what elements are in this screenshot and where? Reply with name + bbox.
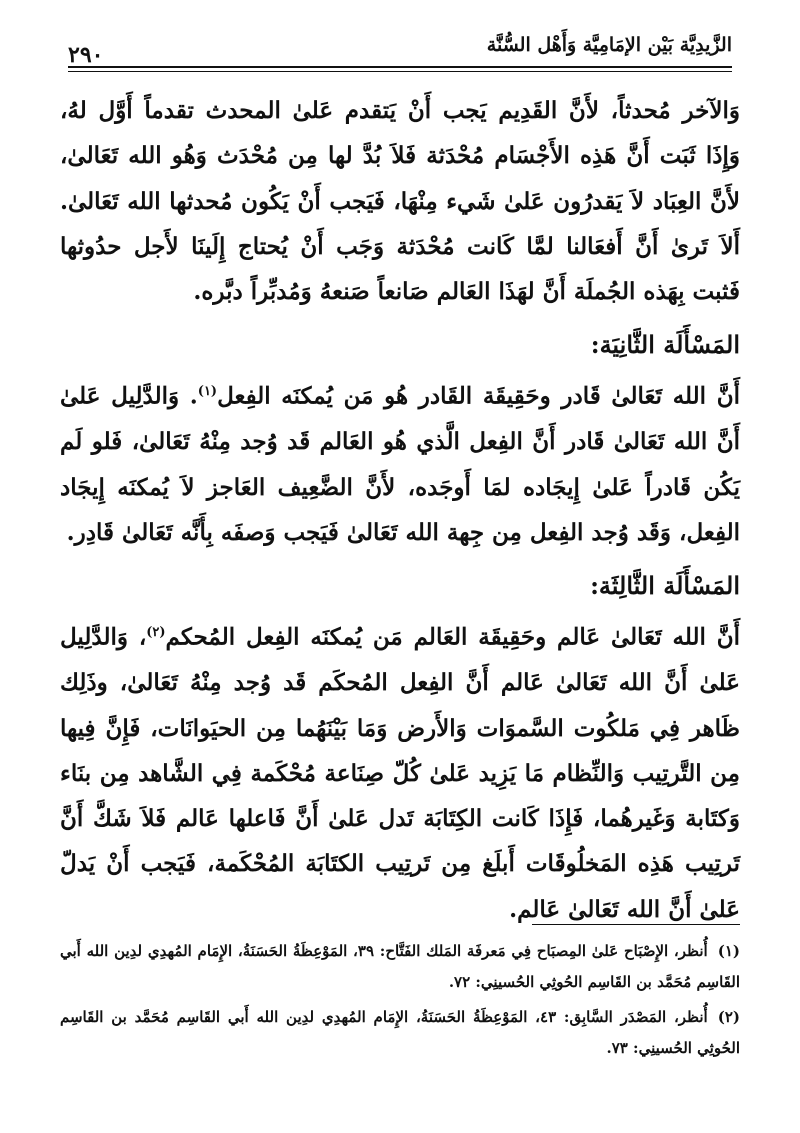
footnote-number: (١) — [717, 942, 740, 960]
footnote-ref-2[interactable]: (٢) — [146, 625, 166, 641]
page-number: ٢٩٠ — [68, 42, 104, 68]
footnote-text: أُنظر، المَصْدَر السَّابِق: ٤٣، المَوْعِظَةُ الحَسَنَةُ، الإِمَام المُهدِي لدِين الله أَبي القَاسِم مُحَمَّد بن القَاسِم الحُوثِي الحُسينِي: ٧٣. — [60, 1008, 740, 1057]
header-rule — [68, 66, 732, 68]
footnote-text: أُنظر، الإِصْبَاح عَلىٰ المِصبَاح فِي مَعرفَة المَلك الفَتَّاح: ٣٩، المَوْعِظَةُ الحَسَنَةُ، الإِمَام المُهدِي لدِين الله أَبي القَاسِم مُحَمَّد بن القَاسِم الحُوثِي الحُسينِي: ٧٢. — [60, 942, 740, 991]
footnote-number: (٢) — [717, 1008, 740, 1026]
paragraph-2-start: أَنَّ الله تَعَالىٰ قَادر وحَقِيقَة القَادر هُو مَن يُمكنَه الفِعل — [217, 383, 740, 411]
paragraph-2-rest: . وَالدَّلِيل عَلىٰ أَنَّ الله تَعَالىٰ قَادر أَنَّ الفِعل الَّذي هُو العَالم قَد وُجد مِنْهُ تَعَالىٰ، فَلو لَم يَكُن قَادراً عَلىٰ إِيجَاده لمَا أَوجَده، لأَنَّ الضَّعِيف العَاجز لاَ يُمكنَه إِيجَاد الفِعل، وَقَد وُجد الفِعل مِن جِهة الله تَعَالىٰ فَيَجب وَصفَه بِأَنَّه تَعَالىٰ قَادِر. — [60, 383, 740, 547]
footnote-1 — [60, 936, 740, 998]
section-heading-3: المَسْأَلَة الثَّالِثَة: — [590, 571, 740, 601]
paragraph-2 — [60, 369, 740, 555]
header-rule-thin — [68, 71, 732, 72]
paragraph-3 — [60, 610, 740, 932]
footnote-ref-1[interactable]: (١) — [197, 384, 218, 400]
footnote-2 — [60, 1002, 740, 1064]
paragraph-1: وَالآخر مُحدثاً، لأَنَّ القَدِيم يَجب أَنْ يَتقدم عَلىٰ المحدث تقدماً أَوَّل لهُ، وَإِذَا ثَبَت أَنَّ هَذِه الأَجْسَام مُحْدَثة فَلاَ بُدَّ لها مِن مُحْدَث وَهُو الله تَعَالىٰ، لأَنَّ العِبَاد لاَ يَقدرُون عَلىٰ شَيء مِنْهَا، فَيَجب أَنْ يَكُون مُحدثها الله تَعَالىٰ. أَلاَ تَرىٰ أَنَّ أَفعَالنا لمَّا كَانت مُحْدَثة وَجَب أَنْ يُحتاج إِلَينَا لأَجل حدُوثها فَثبت بِهَذه الجُملَة أَنَّ لهَذَا العَالم صَانعاً صَنعهُ وَمُدبِّراً دبَّره. — [60, 97, 740, 306]
main-text — [60, 88, 740, 932]
footnotes — [60, 936, 740, 1068]
running-title: الزَّيدِيَّة بَيْن الإمَامِيَّة وَأَهْل السُّنَّة — [486, 34, 732, 56]
page-header — [68, 30, 732, 70]
footnote-separator — [532, 924, 740, 925]
paragraph-3-start: أَنَّ الله تَعَالىٰ عَالم وحَقِيقَة العَالم مَن يُمكنَه الفِعل المُحكم — [165, 623, 741, 651]
paragraph-3-rest: ، وَالدَّلِيل عَلىٰ أَنَّ الله تَعَالىٰ عَالم أَنَّ الفِعل المُحكَم قَد وُجد مِنْهُ تَعَالىٰ، وذَلِك ظَاهر فِي مَلكُوت السَّموَات وَالأَرض وَمَا بَيْنَهُما مِن الحيَوانَات، فَإِنَّ فِيها مِن التَّرتِيب وَالنِّظام مَا يَزِيد عَلىٰ كُلّ صِنَاعة مُحْكَمة فِي الشَّاهد مِن بنَاء وَكتَابة وَغَيرهُما، فَإِذَا كَانت الكِتَابَة تَدل عَلىٰ أَنَّ فَاعلها عَالم فَلاَ شَكَّ أَنَّ تَرتِيب هَذِه المَخلُوقَات أَبلَغ مِن تَرتِيب الكتَابَة المُحْكَمة، فَيَجب أَنْ يَدلّ عَلىٰ أَنَّ الله تَعَالىٰ عَالم. — [60, 623, 740, 923]
section-heading-2: المَسْأَلَة الثَّانِيَة: — [590, 330, 740, 360]
